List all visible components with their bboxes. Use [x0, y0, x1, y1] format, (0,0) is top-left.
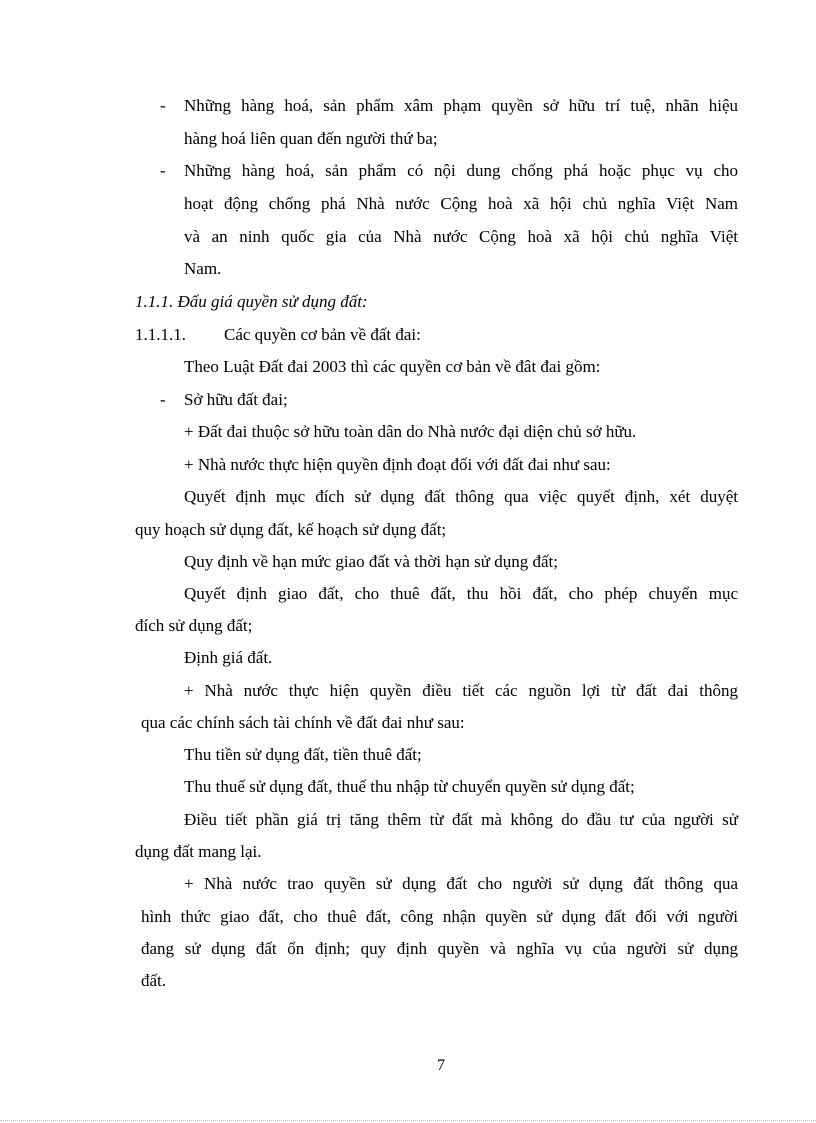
bullet-1-line-2: hàng hoá liên quan đến người thứ ba;	[184, 129, 438, 148]
paragraph-4: Quy định về hạn mức giao đất và thời hạn sử dụng đất;	[184, 552, 558, 571]
paragraph-3-line-1: Quyết định mục đích sử dụng đất thông qua việc quyết định, xét duyệt	[184, 487, 738, 506]
paragraph-7-line-1: + Nhà nước thực hiện quyền điều tiết các nguồn lợi từ đất đai thông	[184, 681, 738, 700]
paragraph-11-line-1: + Nhà nước trao quyền sử dụng đất cho người sử dụng đất thông qua	[184, 874, 738, 893]
paragraph-1: + Đất đai thuộc sở hữu toàn dân do Nhà nước đại diện chủ sở hữu.	[184, 422, 637, 441]
paragraph-2: + Nhà nước thực hiện quyền định đoạt đối với đất đai như sau:	[184, 455, 611, 474]
paragraph-11-line-4: đất.	[141, 971, 167, 990]
bullet-2-line-3: và an ninh quốc gia của Nhà nước Cộng hoà xã hội chủ nghĩa Việt	[184, 227, 738, 246]
paragraph-3-line-2: quy hoạch sử dụng đất, kế hoạch sử dụng đất;	[135, 520, 447, 539]
paragraph-8: Thu tiền sử dụng đất, tiền thuê đất;	[184, 745, 422, 764]
bullet-dash: -	[160, 390, 166, 409]
paragraph-7-line-2: qua các chính sách tài chính về đất đai như sau:	[141, 713, 465, 732]
bullet-2-line-4: Nam.	[184, 259, 222, 278]
bullet-2-line-2: hoạt động chống phá Nhà nước Cộng hoà xã hội chủ nghĩa Việt Nam	[184, 194, 738, 213]
bullet-dash: -	[160, 96, 166, 115]
page-number: 7	[437, 1057, 445, 1074]
bullet-dash: -	[160, 161, 166, 180]
bullet-1-line-1: Những hàng hoá, sản phẩm xâm phạm quyền sở hữu trí tuệ, nhãn hiệu	[184, 96, 738, 115]
bullet-2-line-1: Những hàng hoá, sản phẩm có nội dung chống phá hoặc phục vụ cho	[184, 161, 738, 180]
paragraph-9: Thu thuế sử dụng đất, thuế thu nhập từ chuyển quyền sử dụng đất;	[184, 777, 635, 796]
section-heading: 1.1.1. Đấu giá quyền sử dụng đất:	[135, 292, 368, 311]
paragraph-10-line-1: Điều tiết phần giá trị tăng thêm từ đất mà không do đầu tư của người sử	[184, 810, 738, 829]
paragraph-5-line-2: đích sử dụng đất;	[135, 616, 253, 635]
paragraph-5-line-1: Quyết định giao đất, cho thuê đất, thu hồi đất, cho phép chuyển mục	[184, 584, 738, 603]
subsection-title: Các quyền cơ bản về đất đai:	[224, 325, 421, 344]
paragraph-11-line-2: hình thức giao đất, cho thuê đất, công nhận quyền sử dụng đất đối với người	[141, 907, 738, 926]
bullet-3-text: Sở hữu đất đai;	[184, 390, 288, 409]
intro-paragraph: Theo Luật Đất đai 2003 thì các quyền cơ bản về đât đai gồm:	[184, 357, 601, 376]
paragraph-11-line-3: đang sử dụng đất ổn định; quy định quyền và nghĩa vụ của người sử dụng	[141, 939, 738, 958]
subsection-number: 1.1.1.1.	[135, 325, 186, 344]
paragraph-6: Định giá đất.	[184, 648, 273, 667]
page-break-divider	[0, 1120, 816, 1121]
paragraph-10-line-2: dụng đất mang lại.	[135, 842, 262, 861]
